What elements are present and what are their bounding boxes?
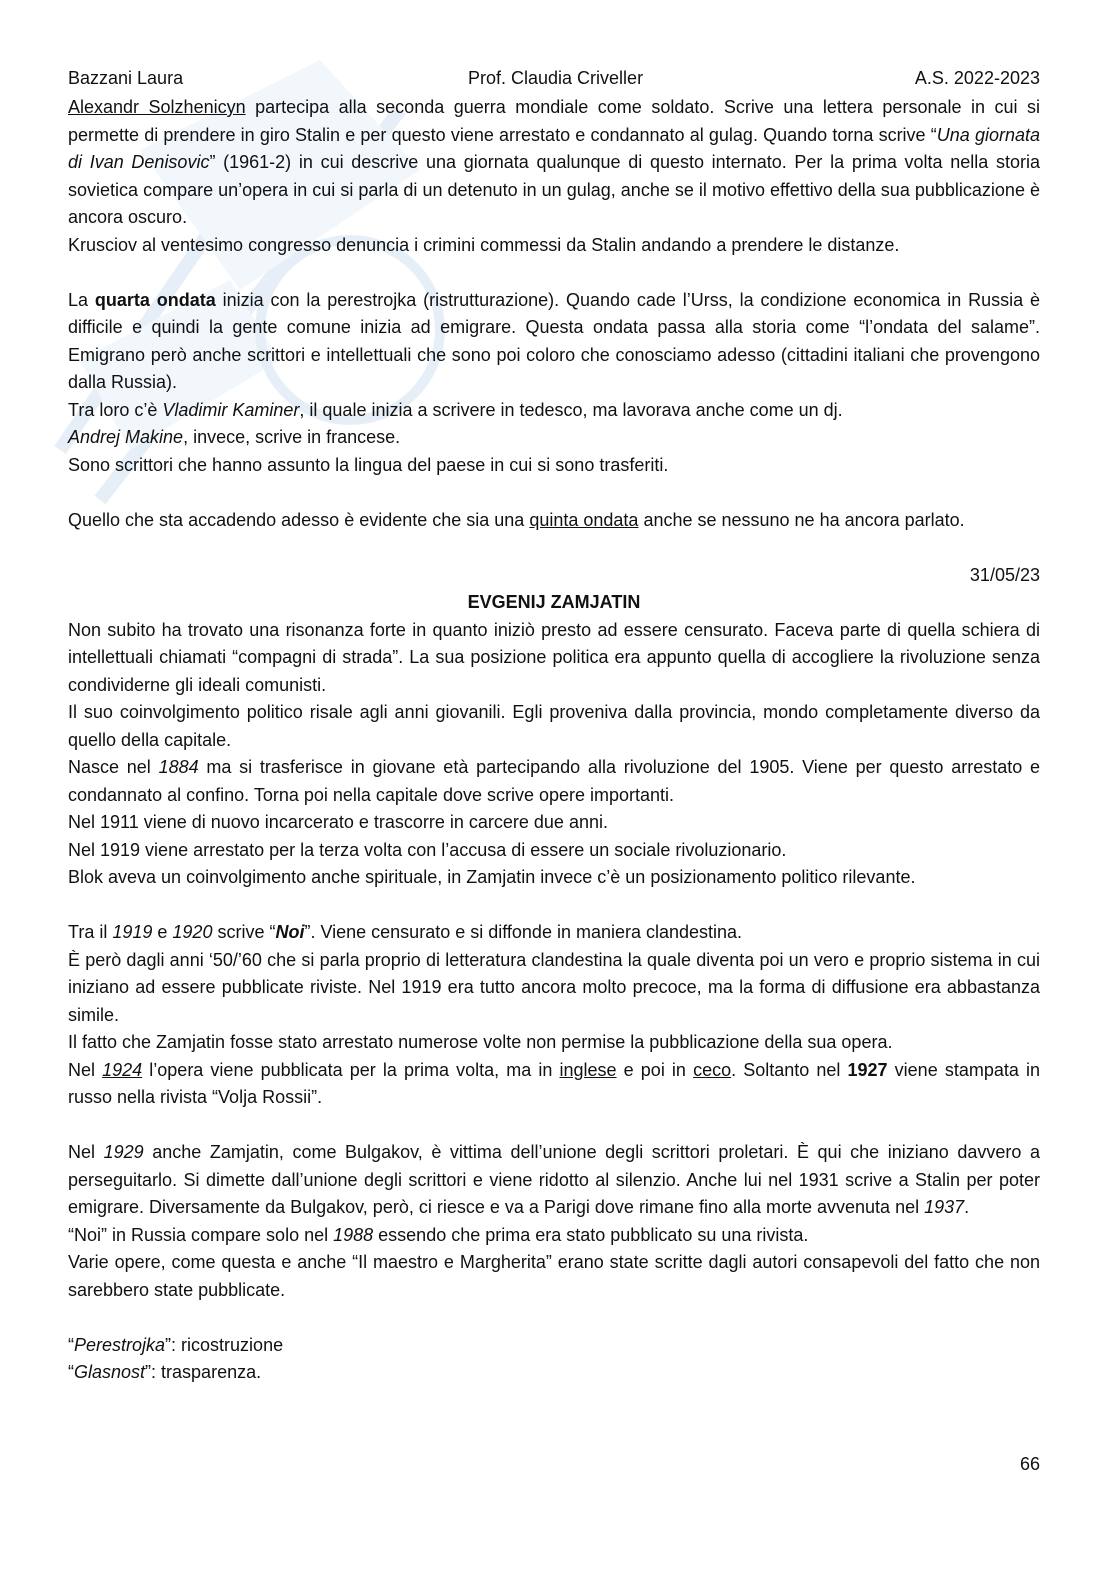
- paragraph-makine: Andrej Makine, invece, scrive in francese.: [68, 427, 401, 447]
- document-body: [68, 94, 1040, 1387]
- author-name: Andrej Makine: [68, 427, 184, 447]
- glossary-glasnost: “Glasnost”: trasparenza.: [68, 1362, 262, 1382]
- section-title: EVGENIJ ZAMJATIN: [467, 592, 641, 612]
- work-title: Noi: [275, 922, 305, 942]
- author-name: Vladimir Kaminer: [162, 399, 300, 420]
- paragraph-zamjatin-2: Il suo coinvolgimento politico risale agli anni giovanili. Egli proveniva dalla provincia, mondo completamente diverso da quello della capitale.: [68, 702, 1040, 750]
- header-year: A.S. 2022-2023: [914, 68, 1040, 88]
- paragraph-solzhenicyn: Alexandr Solzhenicyn partecipa alla seconda guerra mondiale come soldato. Scrive una lettera personale in cui si permette di prendere in giro Stalin e per questo viene arrestato e condannato al gulag. Quando torna scrive “Una giornata di Ivan Denisovic” (1961-2) in cui descrive una giornata qualunque di questo internato. Per la prima volta nella storia sovietica compare un’opera in cui si parla di un detenuto in un gulag, anche se il motivo effettivo della sua pubblicazione è ancora oscuro.: [68, 97, 1040, 227]
- lesson-date: 31/05/23: [969, 564, 1040, 585]
- paragraph-zamjatin-4: Nel 1911 viene di nuovo incarcerato e trascorre in carcere due anni.: [68, 812, 608, 832]
- author-name: Alexandr Solzhenicyn: [68, 97, 246, 117]
- paragraph-quinta-ondata: Quello che sta accadendo adesso è evidente che sia una quinta ondata anche se nessuno ne ha ancora parlato.: [68, 509, 965, 530]
- page-number: 66: [1019, 1454, 1040, 1474]
- paragraph-krusciov: Krusciov al ventesimo congresso denuncia i crimini commessi da Stalin andando a prendere le distanze.: [68, 234, 900, 255]
- work-title: Una giornata di Ivan Denisovic: [68, 124, 1040, 172]
- emphasis: quarta ondata: [94, 289, 216, 310]
- glossary-perestrojka: “Perestrojka”: ricostruzione: [68, 1334, 284, 1355]
- paragraph-opere: Varie opere, come questa e anche “Il maestro e Margherita” erano state scritte dagli autori consapevoli del fatto che non sarebbero state pubblicate.: [68, 1252, 1040, 1300]
- paragraph-zamjatin-1: Non subito ha trovato una risonanza forte in quanto iniziò presto ad essere censurato. Faceva parte di quella schiera di intellettuali chiamati “compagni di strada”. La sua posizione politica era appunto quella di accogliere la rivoluzione senza condividerne gli ideali comunisti.: [68, 619, 1040, 695]
- paragraph-1929: Nel 1929 anche Zamjatin, come Bulgakov, è vittima dell’unione degli scrittori proletari. È qui che iniziano davvero a perseguitarlo. Si dimette dall’unione degli scrittori e viene ridotto al silenzio. Anche lui nel 1931 scrive a Stalin per poter emigrare. Diversamente da Bulgakov, però, ci riesce e va a Parigi dove rimane fino alla morte avvenuta nel 1937.: [68, 1142, 1040, 1217]
- paragraph-pubblicazione: Nel 1924 l’opera viene pubblicata per la prima volta, ma in inglese e poi in ceco. Soltanto nel 1927 viene stampata in russo nella rivista “Volja Rossii”.: [68, 1059, 1040, 1107]
- paragraph-kaminer: Tra loro c’è Vladimir Kaminer, il quale inizia a scrivere in tedesco, ma lavorava anche come un dj.: [68, 399, 843, 420]
- paragraph-zamjatin-3: Nasce nel 1884 ma si trasferisce in giovane età partecipando alla rivoluzione del 1905. Viene per questo arrestato e condannato al confino. Torna poi nella capitale dove scrive opere importanti.: [68, 757, 1040, 805]
- paragraph-arresti: Il fatto che Zamjatin fosse stato arrestato numerose volte non permise la pubblicazione della sua opera.: [68, 1032, 893, 1052]
- page-header: [68, 68, 1040, 92]
- header-author: Bazzani Laura: [68, 68, 184, 88]
- paragraph-zamjatin-5: Nel 1919 viene arrestato per la terza volta con l’accusa di essere un sociale rivoluzionario.: [68, 839, 787, 860]
- paragraph-quarta-ondata: La quarta ondata inizia con la perestrojka (ristrutturazione). Quando cade l’Urss, la condizione economica in Russia è difficile e quindi la gente comune inizia ad emigrare. Questa ondata passa alla storia come “l’ondata del salame”. Emigrano però anche scrittori e intellettuali che sono poi coloro che conosciamo adesso (cittadini italiani che provengono dalla Russia).: [68, 289, 1040, 392]
- underlined-term: quinta ondata: [529, 509, 639, 530]
- paragraph-scrittori: Sono scrittori che hanno assunto la lingua del paese in cui si sono trasferiti.: [68, 454, 669, 475]
- paragraph-zamjatin-6: Blok aveva un coinvolgimento anche spirituale, in Zamjatin invece c’è un posizionamento politico rilevante.: [68, 867, 916, 887]
- header-professor: Prof. Claudia Criveller: [468, 68, 644, 88]
- paragraph-clandestina: È però dagli anni ‘50/’60 che si parla proprio di letteratura clandestina la quale diventa poi un vero e proprio sistema in cui iniziano ad essere pubblicate riviste. Nel 1919 era tutto ancora molto precoce, ma la forma di diffusione era abbastanza simile.: [68, 949, 1040, 1025]
- paragraph-noi: Tra il 1919 e 1920 scrive “Noi”. Viene censurato e si diffonde in maniera clandestina.: [68, 922, 743, 942]
- paragraph-1988: “Noi” in Russia compare solo nel 1988 essendo che prima era stato pubblicato su una rivista.: [68, 1224, 809, 1245]
